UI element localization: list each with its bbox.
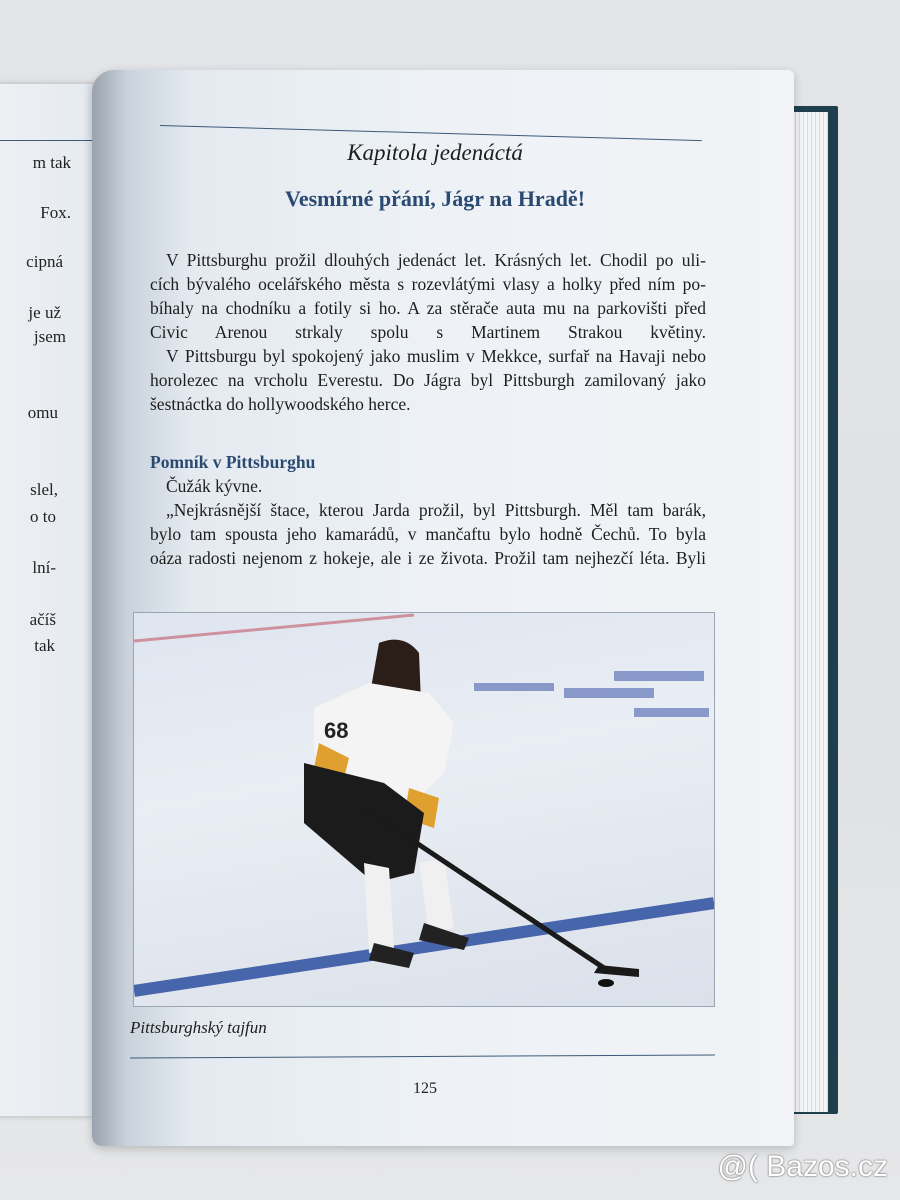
text-fragment: omu <box>27 403 58 422</box>
body-line: šestnáctka do hollywoodského herce. <box>150 394 411 414</box>
text-fragment: slel, <box>30 480 58 499</box>
text-fragment: ačíš <box>29 610 56 629</box>
text-fragment: lní- <box>32 558 56 577</box>
text-fragment: m tak <box>32 153 71 172</box>
body-line: oáza radosti nejenom z hokeje, ale i ze života. Prožil tam nejhezčí léta. Byli <box>150 548 706 568</box>
text-fragment: Fox. <box>40 203 71 222</box>
watermark: @( Bazos.cz <box>717 1150 888 1183</box>
section-title: Vesmírné přání, Jágr na Hradě! <box>284 186 586 211</box>
body-line: Civic Arenou strkaly spolu s Martinem Strakou květiny. <box>150 322 706 342</box>
text-fragment: jsem <box>33 327 66 346</box>
text-fragment: cipná <box>26 252 63 271</box>
chapter-heading: Kapitola jedenáctá <box>347 140 523 165</box>
body-line: „Nejkrásnější štace, kterou Jarda prožil, byl Pittsburgh. Měl tam barák, <box>166 500 706 520</box>
body-line: Čužák kývne. <box>166 476 263 496</box>
body-line: bylo tam spousta jeho kamarádů, v mančaftu bylo hodně Čechů. To byla <box>150 524 706 544</box>
photo-caption: Pittsburghský tajfun <box>130 1018 267 1037</box>
body-line: horolezec na vrcholu Everestu. Do Jágra byl Pittsburgh zamilovaný jako <box>150 370 706 390</box>
text-fragment: je už <box>28 303 61 322</box>
body-line: V Pittsburghu prožil dlouhých jedenáct let. Krásných let. Chodil po uli- <box>166 250 706 270</box>
body-line: bíhaly na chodníku a fotily si ho. A za stěrače auta mu na parkovišti před <box>150 298 706 318</box>
page-number: 125 <box>413 1080 437 1097</box>
text-fragment: tak <box>34 636 55 655</box>
text-fragment: o to <box>30 507 56 526</box>
subheading: Pomník v Pittsburghu <box>150 452 316 472</box>
hockey-player-illustration <box>134 613 714 1006</box>
jersey-number: 68 <box>324 718 349 743</box>
body-line: V Pittsburgu byl spokojený jako muslim v Mekkce, surfař na Havaji nebo <box>166 346 706 366</box>
body-line: cích bývalého ocelářského města s rozevlátými vlasy a holky před ním po- <box>150 274 706 294</box>
hockey-photo <box>133 612 715 1007</box>
